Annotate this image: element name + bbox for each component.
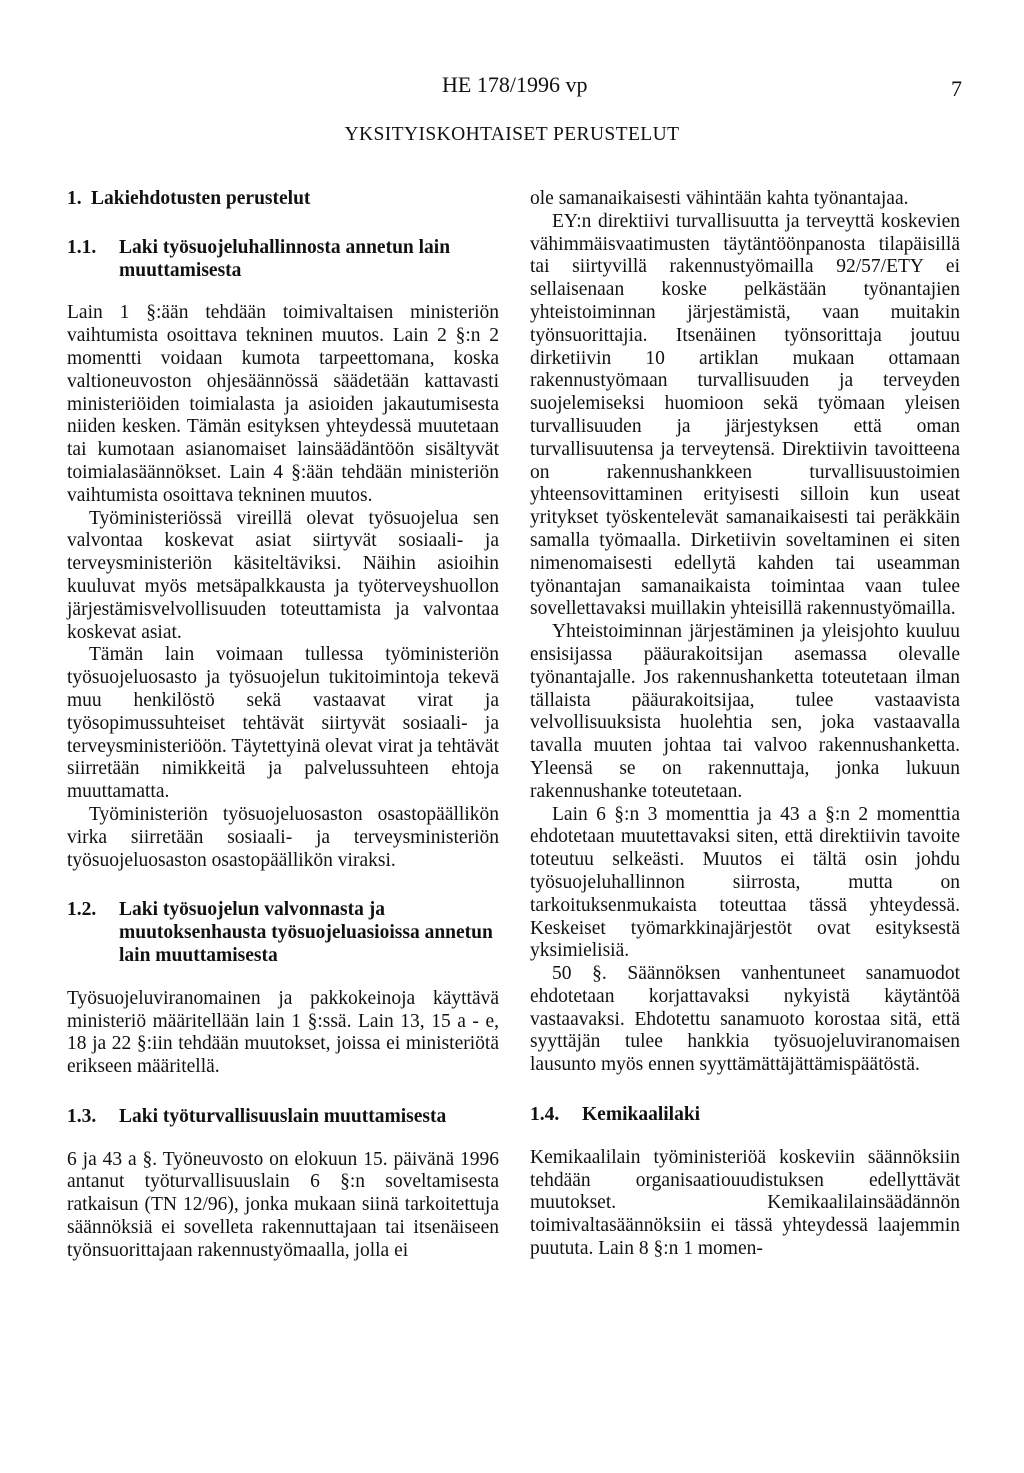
section-heading-1 [67,188,499,211]
paragraph: 50 §. Säännöksen vanhentuneet sanamuodot ehdotetaan korjattavaksi nykyistä käytäntöä vastaavaksi. Ehdotettu sanamuoto korostaa sitä, että syyttäjän tulee hankkia työsuojeluviranomaisen lausunto myös ennen syyttämättäjättämispäätöstä. [530,963,960,1076]
section-heading-1-2 [67,899,499,967]
right-column [530,188,960,1261]
paragraph: Työministeriössä vireillä olevat työsuojelua sen valvontaa koskevat asiat siirtyvät sosiaali- ja terveysministeriön käsiteltäviksi. Näihin asioihin kuuluvat myös metsäpalkkausta ja työterveyshuollon järjestämisvelvollisuuden toteuttamista ja valvontaa koskevat asiat. [67,507,499,643]
section-heading-1-3 [67,1106,499,1129]
page-header [0,72,1024,106]
section-number: 1.1. [67,236,97,258]
paragraph: Työsuojeluviranomainen ja pakkokeinoja käyttävä ministeriö määritellään lain 1 §:ssä. Lain 13, 15 a - e, 18 ja 22 §:iin tehdään muutokset, joissa ei ministeriötä erikseen määritellä. [67,987,499,1078]
paragraph: Yhteistoiminnan järjestäminen ja yleisjohto kuuluu ensisijassa pääurakoitsijan asemassa olevalle työnantajalle. Jos rakennushanketta toteutetaan ilman tällaista pääurakoitsijaa, tulee vastaavista velvollisuuksista huolehtia sen, joka vastaavalla tavalla muuten johtaa tai valvoo rakennushanketta. Yleensä se on rakennuttaja, jonka lukuun rakennushanke toteutetaan. [530,621,960,802]
paragraph: Tämän lain voimaan tullessa työministeriön työsuojeluosasto ja työsuojelun tukitoimintoja tekevä muu henkilöstö sekä vastaavat virat ja työsopimussuhteiset tehtävät siirtyvät sosiaali- ja terveysministeriöön. Täytettyinä olevat virat ja tehtävät siirretään nimikkeitä ja palvelussuhteen ehtoja muuttamatta. [67,644,499,803]
paragraph: Työministeriön työsuojeluosaston osastopäällikön virka siirretään sosiaali- ja terveysministeriön työsuojeluosaston osastopäällikön viraksi. [67,803,499,871]
paragraph: Lain 6 §:n 3 momenttia ja 43 a §:n 2 momenttia ehdotetaan muutettavaksi siten, että direktiivin tavoite toteutuu selkeästi. Muutos ei tältä osin johdu työsuojeluhallinnon siirrosta, mutta on tarkoituksenmukaista toteuttaa tässä yhteydessä. Keskeiset työmarkkinajärjestöt ovat esityksestä yksimielisiä. [530,803,960,962]
paragraph: 6 ja 43 a §. Työneuvosto on elokuun 15. päivänä 1996 antanut työturvallisuuslain 6 §:n soveltamisesta ratkaisun (TN 12/96), jonka mukaan siinä tarkoitettuja säännöksiä ei sovelleta rakennuttajaan tai itsenäiseen työnsuorittajaan rakennustyömaalla, jolla ei [67,1148,499,1261]
paragraph: Lain 1 §:ään tehdään toimivaltaisen ministeriön vaihtumista osoittava tekninen muutos. Lain 2 §:n 2 momentti voidaan kumota tarpeettomana, koska valtioneuvoston ohjesäännössä säädetään kattavasti ministeriöiden toimialasta ja asioiden jakautumisesta niiden kesken. Tämän esityksen yhteydessä muutetaan tai kumotaan asianomaiset lainsäädäntöön sisältyvät toimialasäännökset. Lain 4 §:ään tehdään ministeriön vaihtumista osoittava tekninen muutos. [67,302,499,506]
paragraph: ole samanaikaisesti vähintään kahta työnantajaa. [530,188,909,209]
section-title: Laki työsuojeluhallinnosta annetun lain muuttamisesta [119,236,451,281]
paragraph: EY:n direktiivi turvallisuutta ja terveyttä koskevien vähimmäisvaatimusten täytäntöönpanosta tilapäisillä tai siirtyvillä rakennustyömailla 92/57/ETY ei sellaisenaan koske pelkästään työnantajien yhteistoiminnan järjestämistä, vaan muitakin työnsuorittajia. Itsenäinen työnsorittaja joutuu dirketiivin 10 artiklan mukaan ottamaan rakennustyömaan turvallisuuden ja terveyden suojelemiseksi huomioon sekä työmaan yleisen turvallisuuden ja järjestyksen että oman turvallisuutensa ja terveytensä. Direktiivin tavoitteena on rakennushankkeen turvallisuustoimien yhteensovittaminen erityisesti silloin kun useat yritykset työskentelevät samanaikaisesti tai peräkkäin samalla työmaalla. Dirketiivin soveltaminen ei siten nimenomaisesti edellytä kahden tai useamman työnantajan samanaikaista toimintaa vaan tulee sovellettavaksi muillakin yhteisillä rakennustyömailla. [530,210,960,620]
left-column [67,188,499,1263]
section-number: 1.2. [67,899,97,921]
section-title: Kemikaalilaki [582,1104,701,1126]
document-reference: HE 178/1996 vp [442,72,588,97]
page-title: YKSITYISKOHTAISET PERUSTELUT [344,124,680,145]
section-number: 1.4. [530,1104,560,1126]
section-title: Lakiehdotusten perustelut [91,188,311,209]
section-number: 1.3. [67,1105,97,1127]
section-heading-1-4 [530,1104,960,1127]
section-number: 1. [67,188,82,209]
section-title: Laki työturvallisuuslain muuttamisesta [119,1105,447,1127]
section-heading-1-1 [67,237,499,283]
section-title: Laki työsuojelun valvonnasta ja muutoksenhausta työsuojeluasioissa annetun lain muuttamisesta [119,899,493,966]
paragraph: Kemikaalilain työministeriöä koskeviin säännöksiin tehdään organisaatiouudistuksen edellyttävät muutokset. Kemikaalilainsäädännön toimivaltasäännöksiin ei tässä yhteydessä laajemmin puututa. Lain 8 §:n 1 momen- [530,1146,960,1260]
page-number: 7 [951,76,962,101]
